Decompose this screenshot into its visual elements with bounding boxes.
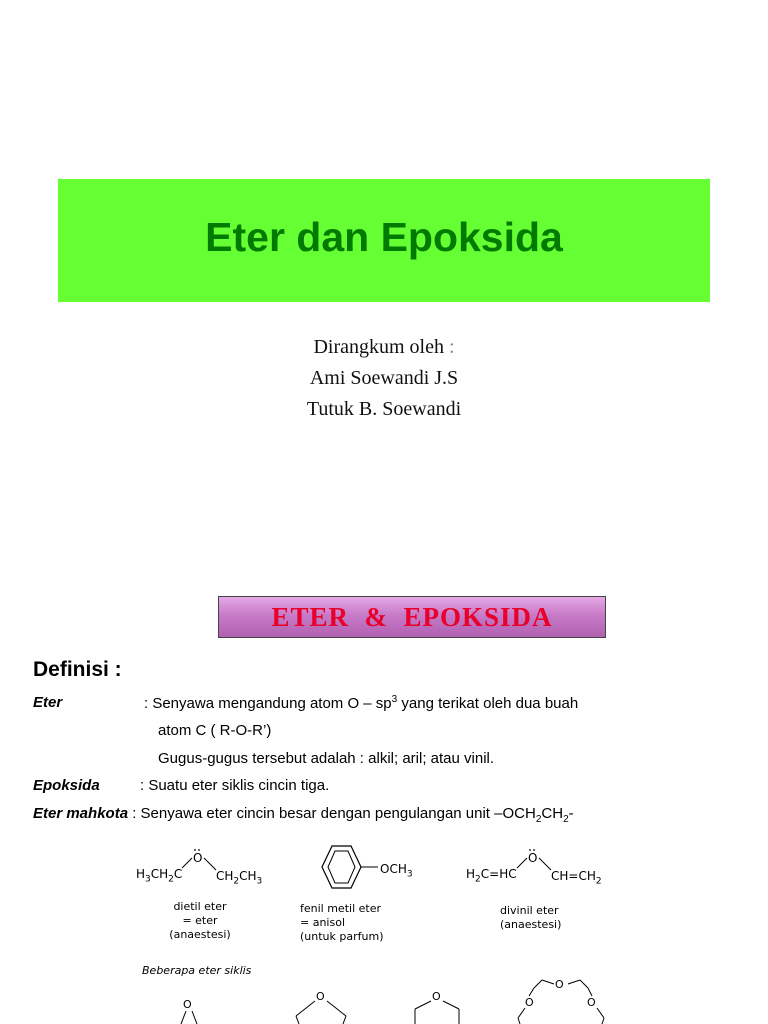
- dietil-caption: [150, 900, 250, 942]
- def-eter-line1: [144, 694, 578, 712]
- author-2: Tutuk B. Soewandi: [306, 398, 462, 420]
- def-mahkota-mid: CH: [541, 805, 564, 822]
- divinil-right-formula: $CH=CH_2$: [551, 869, 602, 887]
- crown-oxygen-top: O: [555, 978, 564, 991]
- fenil-caption-1: fenil metil eter: [300, 902, 381, 915]
- def-mahkota-sub1: 2: [535, 814, 542, 825]
- dioxane-oxygen: O: [432, 990, 441, 1003]
- dietil-oxygen: O: [193, 851, 203, 865]
- def-mahkota-sub2: 2: [563, 814, 569, 825]
- dietil-caption-3: (anaestesi): [169, 928, 231, 941]
- dietil-left-formula: $H_3CH_2C$: [136, 867, 183, 885]
- epoxide-oxygen: O: [183, 998, 192, 1011]
- dietil-caption-1: dietil eter: [173, 900, 227, 913]
- byline-label: Dirangkum oleh: [313, 336, 444, 358]
- fenil-caption-3: (untuk parfum): [300, 930, 384, 943]
- def-epoksida-text: : Suatu eter siklis cincin tiga.: [140, 777, 330, 794]
- divinil-caption-2: (anaestesi): [500, 918, 562, 931]
- def-mahkota-text: : Senyawa eter cincin besar dengan pengulangan unit –OCH: [132, 805, 536, 822]
- thf-ring: [290, 996, 352, 1024]
- divinil-bonds: [515, 848, 560, 873]
- def-eter-line3: Gugus-gugus tersebut adalah : alkil; aril; atau vinil.: [158, 750, 495, 767]
- byline-label-row: [0, 332, 768, 363]
- divinil-caption: [500, 904, 580, 932]
- dietil-right-formula: $CH_2CH_3$: [216, 869, 263, 887]
- section-badge-text: ETER & EPOKSIDA: [271, 602, 553, 632]
- crown-oxygen-right: O: [587, 996, 596, 1009]
- definitions-heading: Definisi :: [33, 658, 122, 681]
- epoxide-ring: [175, 1010, 205, 1024]
- def-eter-row: [33, 694, 62, 711]
- divinil-caption-1: divinil eter: [500, 904, 559, 917]
- crown-oxygen-left: O: [525, 996, 534, 1009]
- section-badge: [218, 596, 606, 638]
- byline: [0, 332, 768, 425]
- divinil-oxygen: O: [528, 851, 538, 865]
- def-eter-text1-end: yang terikat oleh dua buah: [397, 695, 579, 712]
- def-mahkota-row: [33, 805, 574, 825]
- def-mahkota-term: Eter mahkota: [33, 805, 129, 822]
- page-title: Eter dan Epoksida: [205, 214, 563, 260]
- def-epoksida-term: Epoksida: [33, 777, 100, 794]
- def-epoksida-row: [33, 777, 100, 794]
- author-1: Ami Soewandi J.S: [309, 367, 459, 389]
- def-eter-text1: : Senyawa mengandung atom O – sp: [144, 695, 392, 712]
- fenil-caption: [298, 902, 418, 944]
- def-mahkota-end: -: [568, 805, 574, 822]
- def-eter-term: Eter: [33, 694, 63, 711]
- dietil-caption-2: = eter: [182, 914, 218, 927]
- cyclic-label: Beberapa eter siklis: [142, 964, 252, 977]
- thf-oxygen: O: [316, 990, 325, 1003]
- fenil-caption-2: = anisol: [300, 916, 345, 929]
- crown-ether-ring: [512, 976, 612, 1024]
- def-eter-sup: 3: [391, 694, 398, 705]
- def-eter-line2: atom C ( R-O-R’): [158, 722, 272, 739]
- divinil-left-formula: $H_2C=HC$: [466, 867, 517, 885]
- dioxane-ring: [408, 996, 468, 1024]
- anisol-group: $OCH_3$: [380, 862, 413, 880]
- byline-colon: :: [448, 336, 455, 358]
- dietil-bonds: [180, 848, 225, 873]
